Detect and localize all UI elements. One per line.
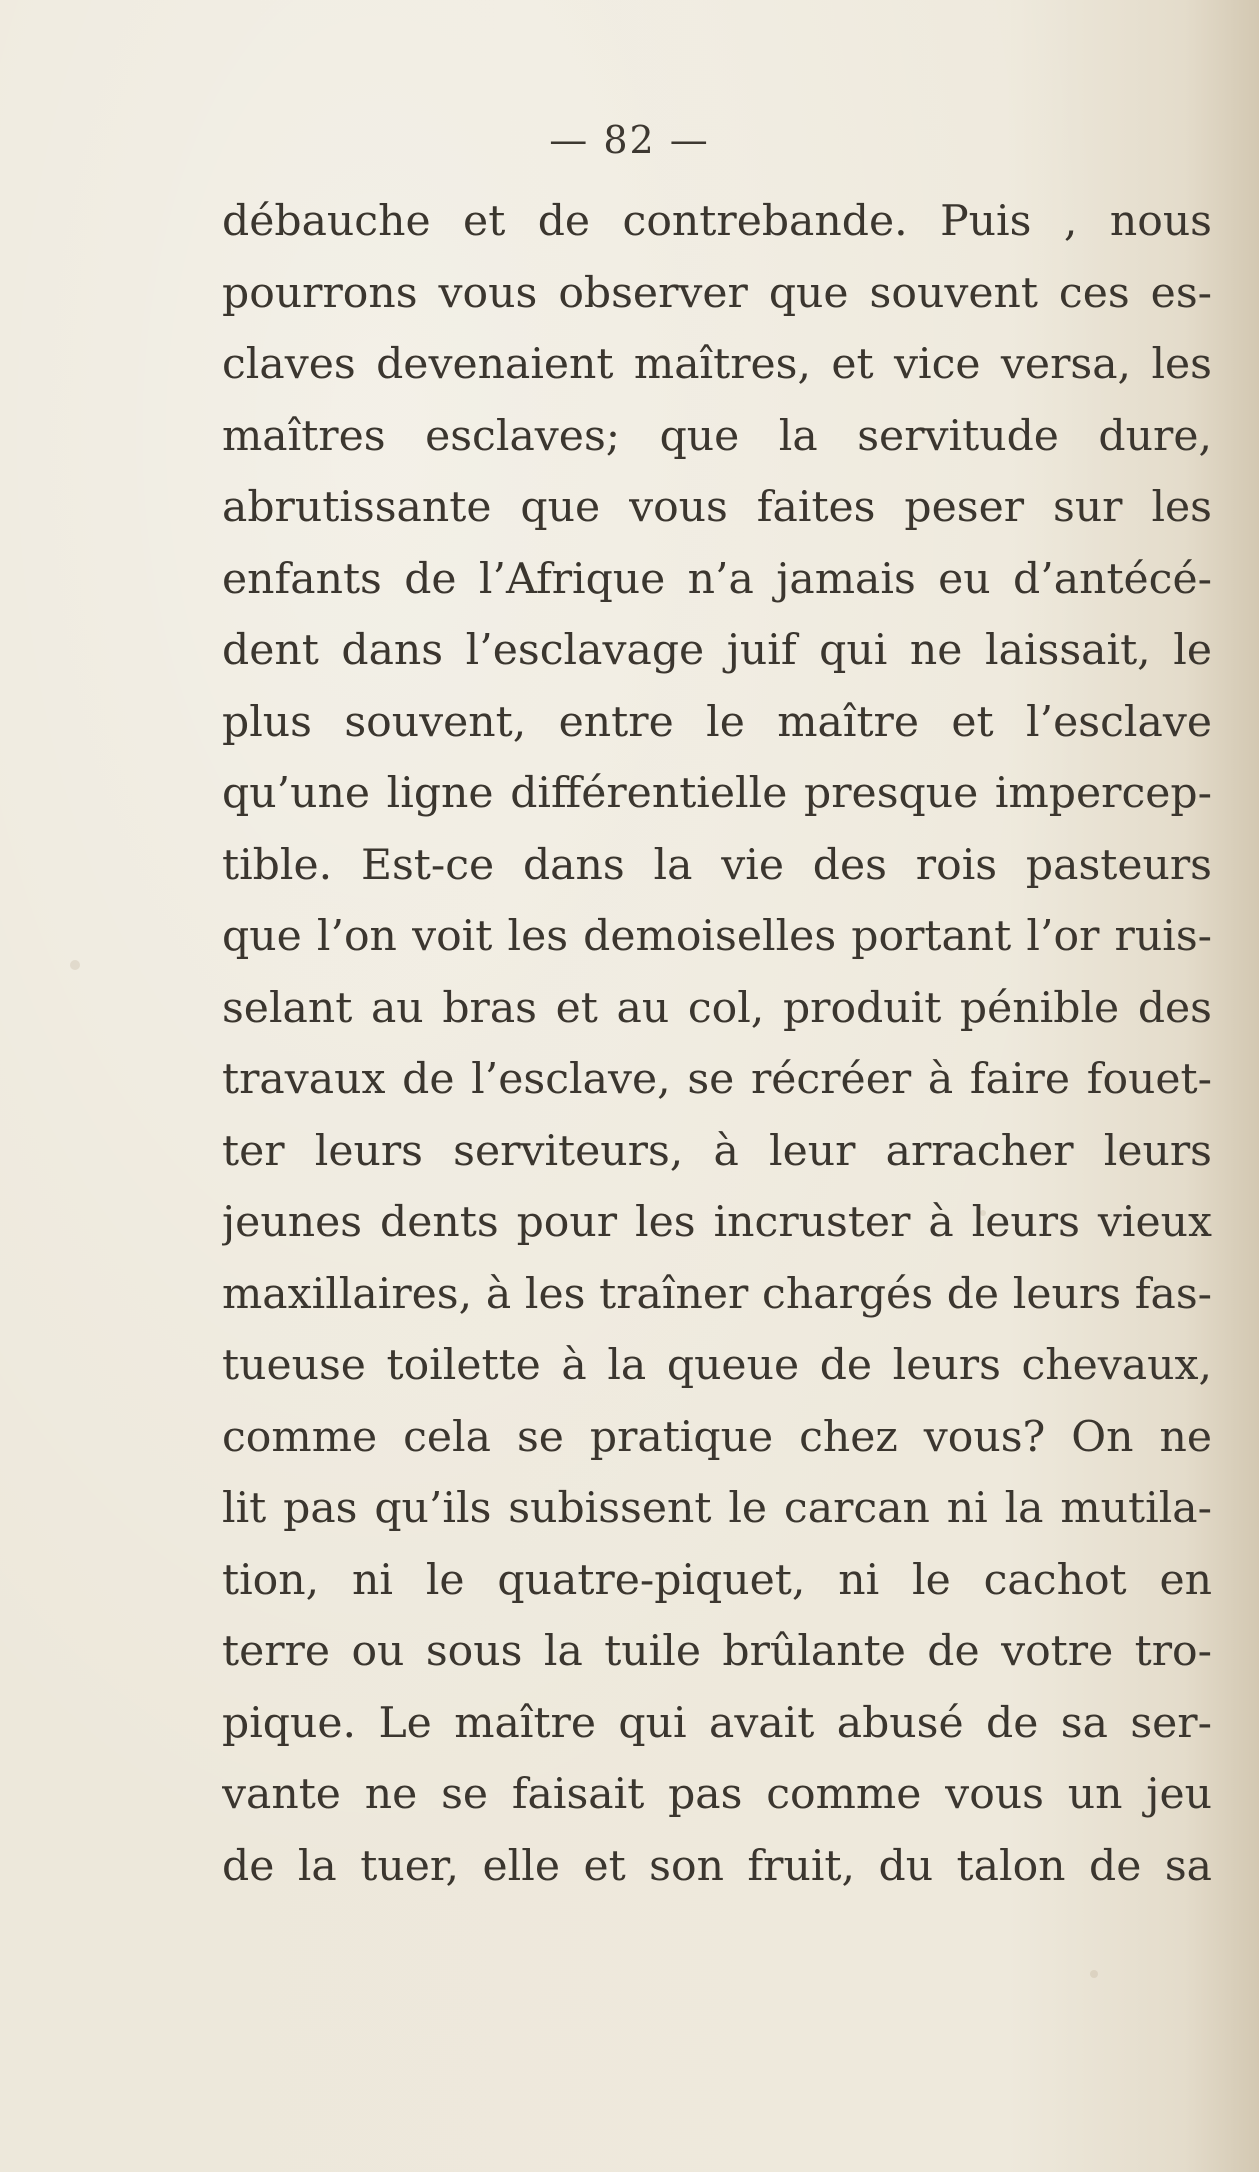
text-line: pique. Le maître qui avait abusé de sa ser-: [222, 1698, 1212, 1748]
page-number: — 82 —: [549, 118, 710, 162]
text-line: selant au bras et au col, produit pénible des: [222, 983, 1212, 1033]
text-line: de la tuer, elle et son fruit, du talon de sa: [222, 1841, 1212, 1891]
text-line: terre ou sous la tuile brûlante de votre tro-: [222, 1627, 1212, 1676]
text-line: ter leurs serviteurs, à leur arracher leurs: [222, 1126, 1212, 1176]
text-line: vante ne se faisait pas comme vous un jeu: [222, 1770, 1212, 1819]
text-line: plus souvent, entre le maître et l’esclave: [222, 697, 1212, 747]
text-line: travaux de l’esclave, se récréer à faire fouet-: [222, 1055, 1212, 1104]
text-line: débauche et de contrebande. Puis , nous: [222, 197, 1212, 246]
text-line: maxillaires, à les traîner chargés de leurs fas-: [222, 1269, 1212, 1319]
text-line: tion, ni le quatre-piquet, ni le cachot en: [222, 1555, 1212, 1605]
text-line: jeunes dents pour les incruster à leurs vieux: [222, 1198, 1212, 1247]
text-line: dent dans l’esclavage juif qui ne laissait, le: [222, 626, 1212, 675]
paper-stain: [1090, 1970, 1098, 1978]
text-line: lit pas qu’ils subissent le carcan ni la mutila-: [222, 1484, 1212, 1533]
text-line: claves devenaient maîtres, et vice versa, les: [222, 340, 1212, 389]
text-line: pourrons vous observer que souvent ces es-: [222, 268, 1212, 318]
text-line: que l’on voit les demoiselles portant l’or ruis-: [222, 912, 1212, 961]
text-line: abrutissante que vous faites peser sur les: [222, 483, 1212, 532]
text-line: enfants de l’Afrique n’a jamais eu d’antécé-: [222, 554, 1212, 604]
text-line: qu’une ligne différentielle presque impercep-: [222, 769, 1212, 818]
text-line: comme cela se pratique chez vous? On ne: [222, 1412, 1212, 1462]
body-text: [222, 186, 1212, 1902]
text-line: tueuse toilette à la queue de leurs chevaux,: [222, 1341, 1212, 1390]
text-line: maîtres esclaves; que la servitude dure,: [222, 411, 1212, 461]
paper-stain: [70, 960, 80, 970]
text-line: tible. Est-ce dans la vie des rois pasteurs: [222, 840, 1212, 890]
